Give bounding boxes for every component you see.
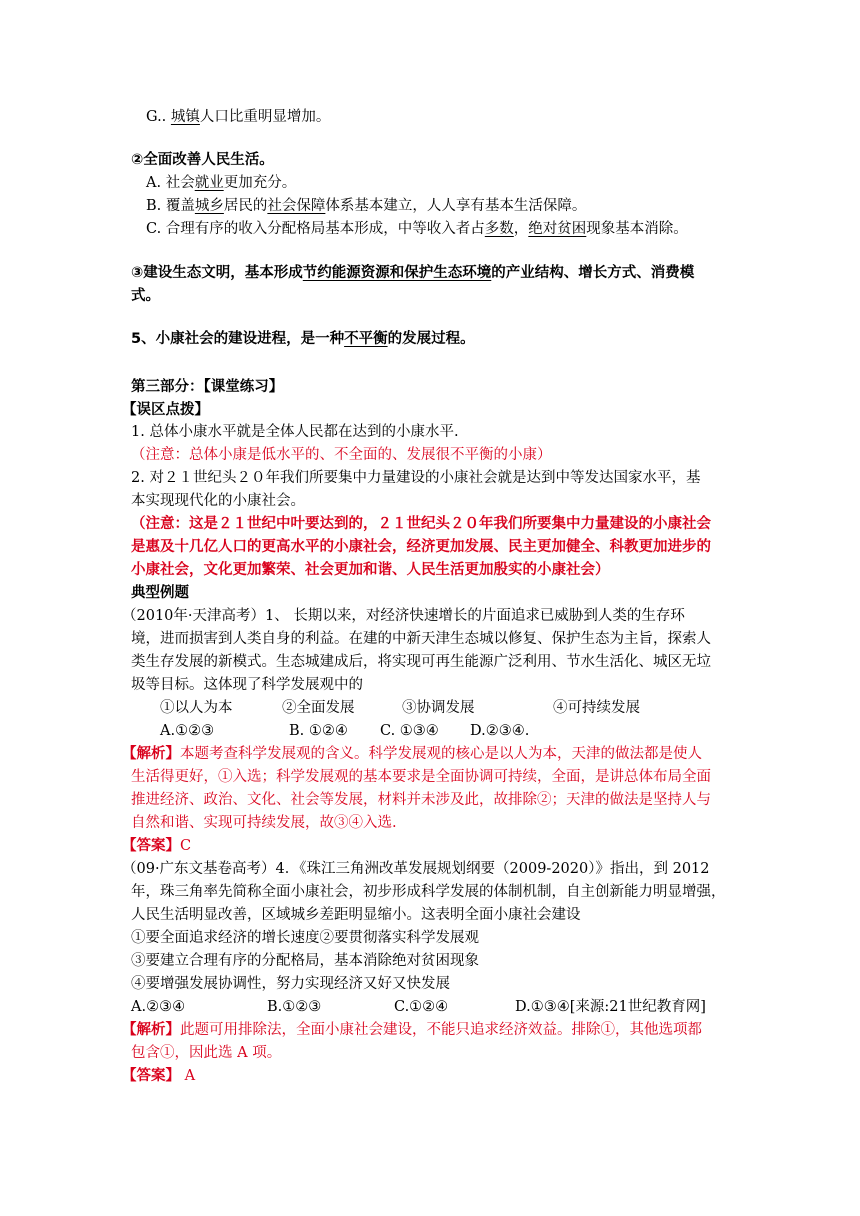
section3-line2: 式。	[131, 288, 160, 304]
q1-analysis-text: 本题考查科学发展观的含义。科学发展观的核心是以人为本，天津的做法都是使人	[180, 746, 702, 762]
item-b-underlined-1: 城乡	[194, 198, 224, 214]
item-b-post: 体系基本建立，人人享有基本生活保障。	[325, 198, 587, 214]
q2-analysis-text: 此题可用排除法，全面小康社会建设，不能只追求经济效益。排除①，其他选项都	[180, 1022, 702, 1038]
q2-statement-2: ③要建立合理有序的分配格局，基本消除绝对贫困现象	[131, 953, 479, 969]
item-c-post: 现象基本消除。	[586, 221, 688, 237]
part3-sub: 【误区点拨】	[122, 402, 209, 418]
q1-option-d: D.②③④.	[470, 723, 530, 739]
q1-analysis-line4: 自然和谐、实现可持续发展，故③④入选.	[131, 815, 397, 831]
part3-heading: 第三部分：【课堂练习】	[131, 379, 284, 395]
item-a-underlined: 就业	[194, 175, 224, 191]
q1-option-c: C. ①③④	[380, 723, 439, 739]
misconception-1: 1. 总体小康水平就是全体人民都在达到的小康水平.	[131, 424, 459, 440]
q1-line3: 类生存发展的新模式。生态城建成后，将实现可再生能源广泛利用、节水生活化、城区无垃	[131, 654, 711, 670]
q1-analysis-line3: 推进经济、政治、文化、社会等发展，材料并未涉及此，故排除②；天津的做法是坚持人与	[131, 792, 711, 808]
line-g-underlined: 城镇	[170, 109, 200, 125]
q1-analysis-line2: 生活得更好，①入选；科学发展观的基本要求是全面协调可持续，全面，是讲总体布局全面	[131, 769, 711, 785]
q2-option-c: C.①②④	[394, 999, 449, 1015]
misconception-2-line1: 2. 对２１世纪头２０年我们所要集中力量建设的小康社会就是达到中等发达国家水平，基	[131, 470, 701, 486]
q2-analysis-line1	[122, 1019, 702, 1041]
section5-post: 的发展过程。	[387, 331, 475, 347]
q1-answer-value: C	[180, 838, 192, 854]
q2-statement-3: ④要增强发展协调性，努力实现经济又好又快发展	[131, 976, 450, 992]
q1-line4: 圾等目标。这体现了科学发展观中的	[131, 677, 363, 693]
q2-answer-tag: 【答案】	[122, 1068, 180, 1084]
item-b-pre: B. 覆盖	[146, 198, 195, 214]
q1-line1: （2010年·天津高考）1、 长期以来，对经济快速增长的片面追求已威胁到人类的生存环	[122, 608, 685, 624]
section5-pre: 5、小康社会的建设进程，是一种	[131, 331, 345, 347]
q2-analysis-tag: 【解析】	[122, 1022, 180, 1038]
note-2-line1: （注意：这是２１世纪中叶要达到的，２１世纪头２０年我们所要集中力量建设的小康社会	[131, 515, 711, 532]
item-b-underlined-2: 社会保障	[267, 198, 326, 214]
note-2-line3: 小康社会，文化更加繁荣、社会更加和谐、人民生活更加殷实的小康社会）	[131, 561, 610, 578]
q2-option-b: B.①②③	[267, 999, 322, 1015]
line-g-text: 人口比重明显增加。	[199, 109, 331, 125]
section2-heading: ②全面改善人民生活。	[131, 152, 274, 168]
note-1: （注意：总体小康是低水平的、不全面的、发展很不平衡的小康）	[131, 447, 552, 463]
examples-heading: 典型例题	[131, 585, 189, 601]
q1-analysis-line1	[122, 743, 702, 765]
item-c-mid: ，	[513, 221, 529, 237]
q2-answer	[122, 1065, 195, 1087]
q2-line1: （09·广东文基卷高考）4．《珠江三角洲改革发展规划纲要（2009-2020）》指出，到 2012	[122, 861, 710, 877]
q1-line2: 境，进而损害到人类自身的利益。在建的中新天津生态城以修复、保护生态为主旨，探索人	[131, 631, 711, 647]
q2-line3: 人民生活明显改善，区域城乡差距明显缩小。这表明全面小康社会建设	[131, 907, 581, 923]
q1-statement-3: ③协调发展	[402, 700, 475, 716]
item-c-underlined-1: 多数	[484, 221, 514, 237]
section3-underlined: 节约能源资源和保护生态环境	[302, 265, 492, 281]
q1-answer-tag: 【答案】	[122, 838, 180, 854]
line-g-prefix: G..	[146, 109, 171, 125]
q2-statement-1: ①要全面追求经济的增长速度②要贯彻落实科学发展观	[131, 930, 479, 946]
q2-option-d: D.①③④[来源:21世纪教育网]	[515, 999, 706, 1015]
misconception-2-line2: 本实现现代化的小康社会。	[131, 493, 305, 509]
q2-line2: 年，珠三角率先简称全面小康社会，初步形成科学发展的体制机制，自主创新能力明显增强，	[131, 884, 726, 900]
q1-answer	[122, 835, 191, 857]
q1-statement-1: ①以人为本	[160, 700, 233, 716]
section2-item-b	[146, 195, 586, 217]
section3-post: 的产业结构、增长方式、消费模	[491, 265, 695, 281]
section3-line1	[131, 262, 694, 284]
item-a-post: 更加充分。	[223, 175, 297, 191]
q2-analysis-line2: 包含①，因此选 A 项。	[131, 1045, 282, 1061]
q1-statement-4: ④可持续发展	[553, 700, 640, 716]
section5-underlined: 不平衡	[344, 331, 388, 347]
q1-option-b: B. ①②④	[289, 723, 348, 739]
q1-statement-2: ②全面发展	[282, 700, 355, 716]
q1-option-a: A.①②③	[160, 723, 215, 739]
section3-pre: ③建设生态文明，基本形成	[131, 265, 303, 281]
q1-analysis-tag: 【解析】	[122, 746, 180, 762]
section5	[131, 328, 475, 350]
item-b-mid: 居民的	[223, 198, 268, 214]
q2-answer-value: A	[180, 1068, 196, 1084]
item-a-pre: A. 社会	[146, 175, 195, 191]
q2-option-a: A.②③④	[131, 999, 186, 1015]
item-c-pre: C. 合理有序的收入分配格局基本形成，中等收入者占	[146, 221, 485, 237]
line-g	[146, 106, 330, 128]
note-2-line2: 是惠及十几亿人口的更高水平的小康社会，经济更加发展、民主更加健全、科教更加进步的	[131, 538, 711, 555]
item-c-underlined-2: 绝对贫困	[528, 221, 587, 237]
section2-item-c	[146, 218, 688, 240]
section2-item-a	[146, 172, 296, 194]
